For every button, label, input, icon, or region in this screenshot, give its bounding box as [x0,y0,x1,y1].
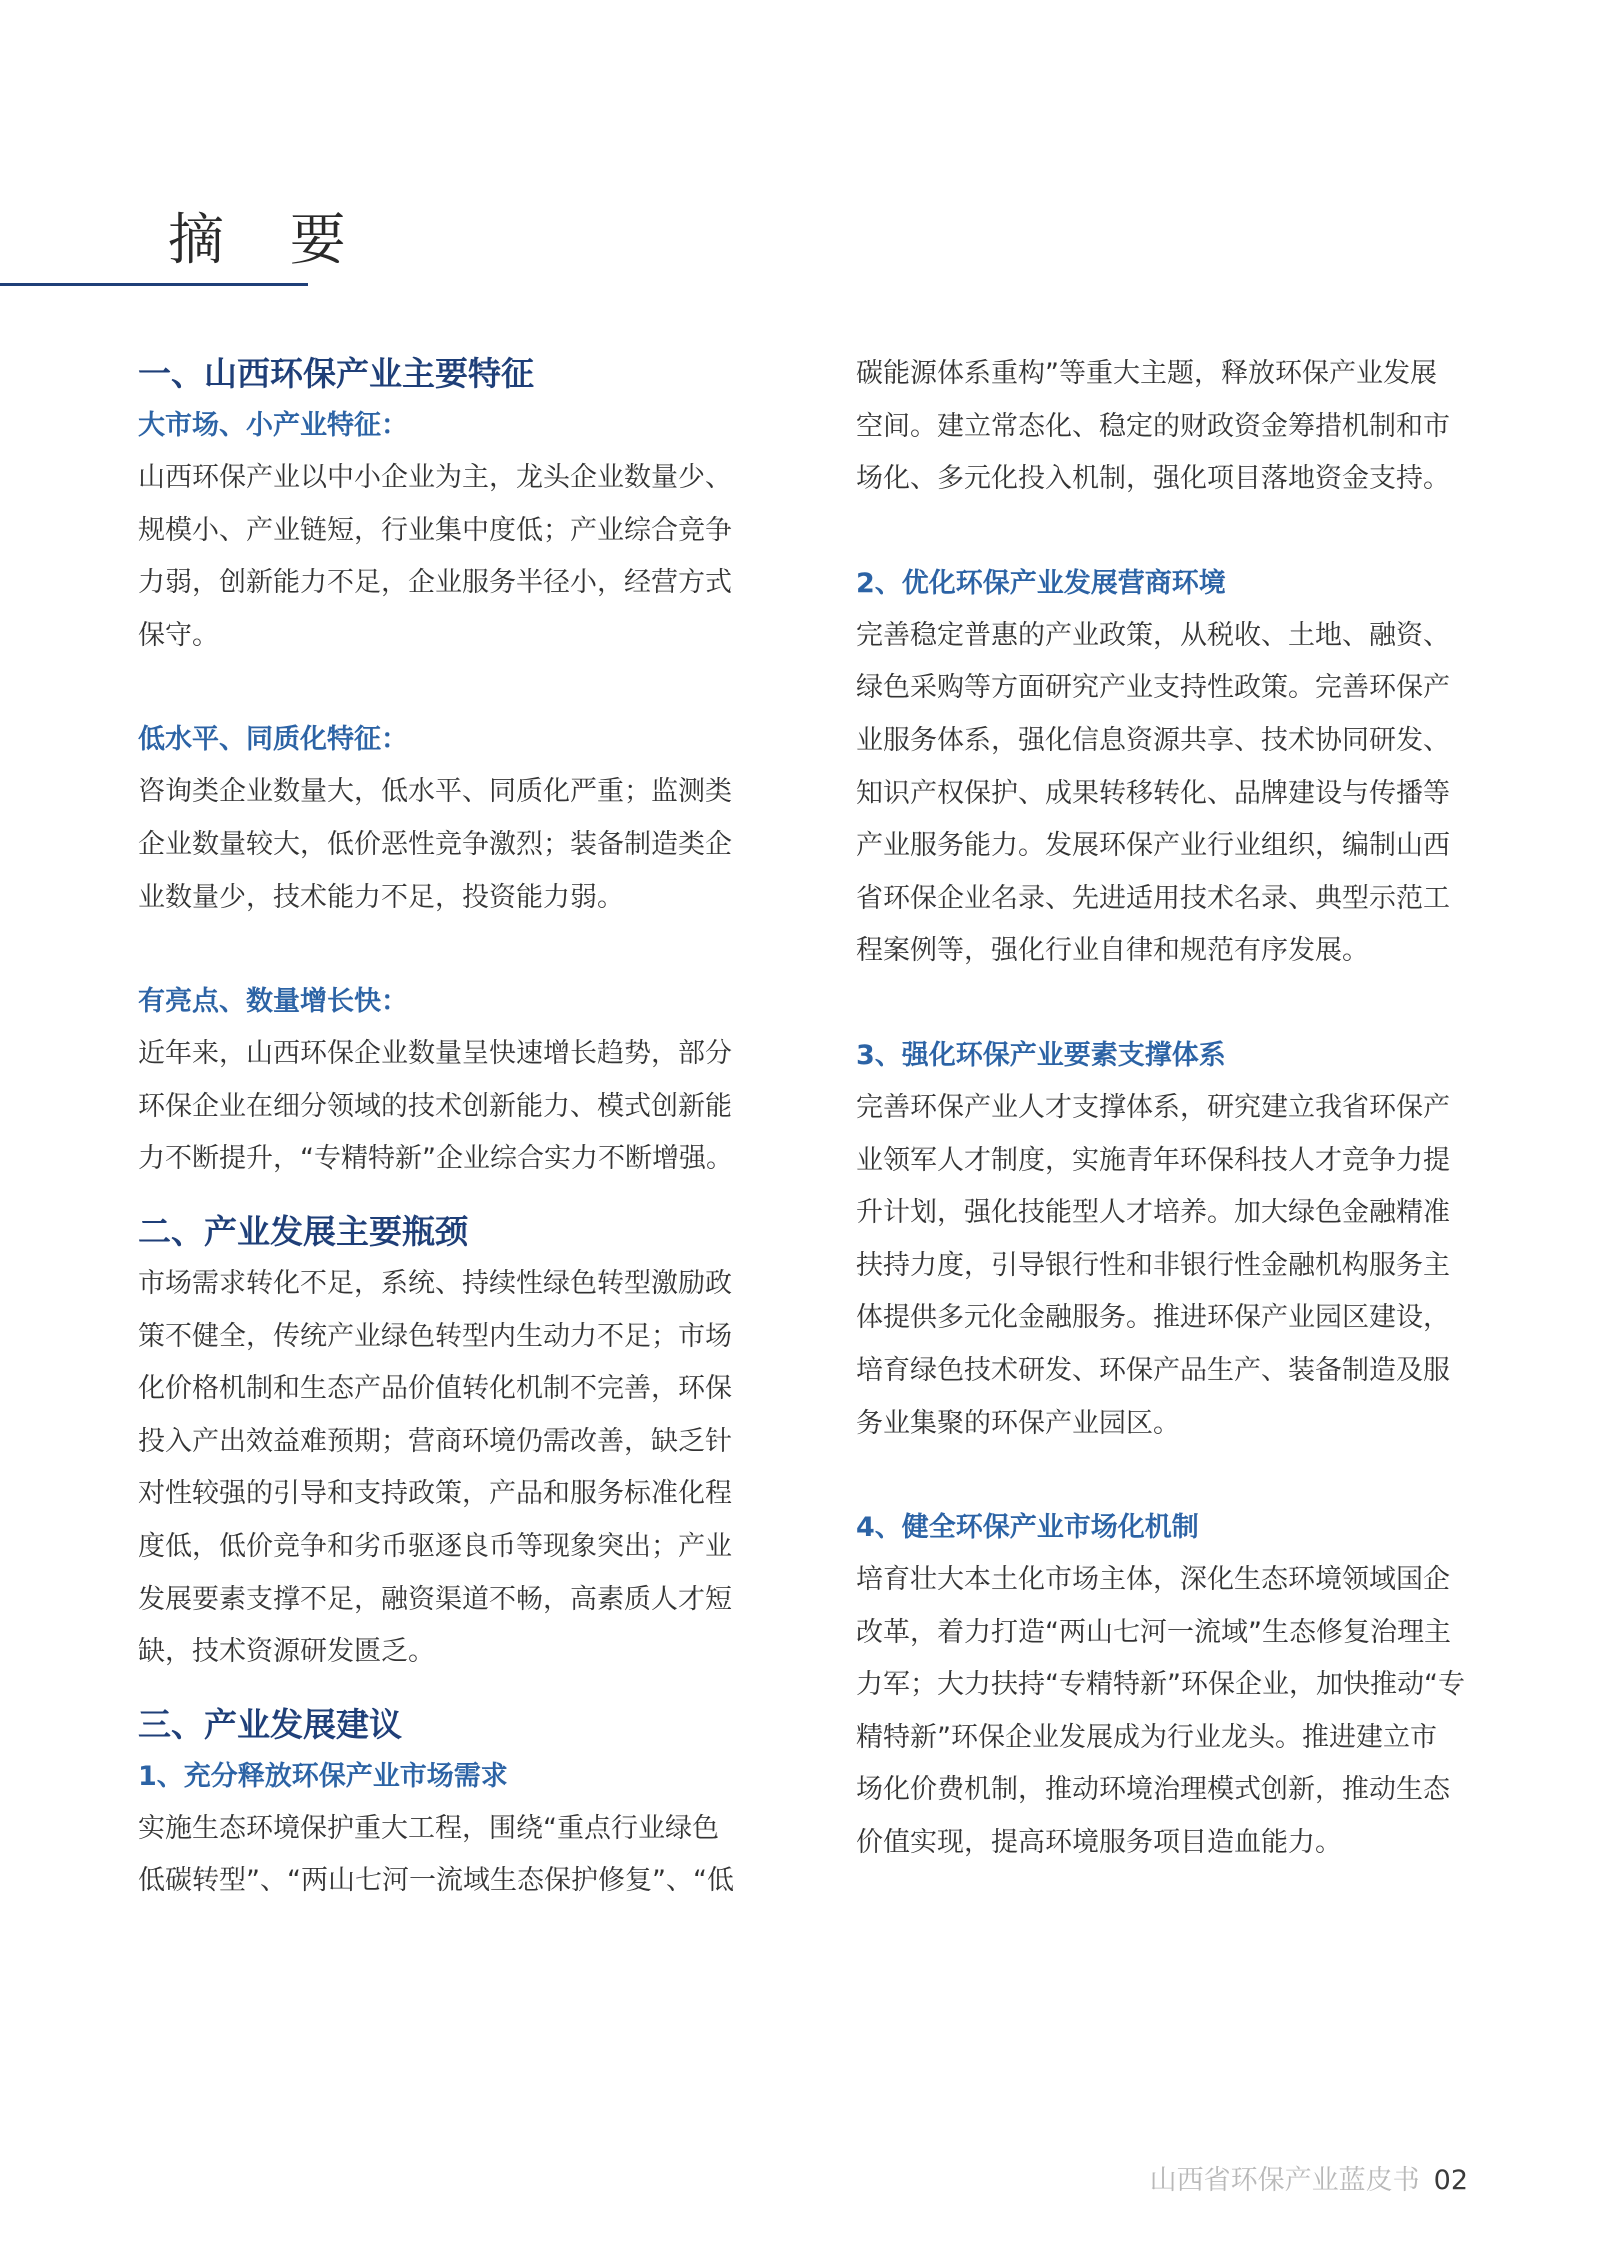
text-line: 缺，技术资源研发匮乏。 [138,1636,435,1668]
text-line: 培育壮大本土化市场主体，深化生态环境领域国企 [856,1564,1450,1596]
text-line: 业领军人才制度，实施青年环保科技人才竞争力提 [856,1144,1450,1176]
text-line: 省环保企业名录、先进适用技术名录、典型示范工 [856,882,1450,914]
text-line: 业数量少，技术能力不足，投资能力弱。 [138,881,624,913]
subheading-big-market: 大市场、小产业特征： [138,410,408,441]
section-heading-bottlenecks: 二、产业发展主要瓶颈 [138,1211,468,1251]
text-line: 程案例等，强化行业自律和规范有序发展。 [856,935,1369,967]
section-heading-features: 一、山西环保产业主要特征 [138,354,534,393]
text-line: 场化价费机制，推动环境治理模式创新，推动生态 [856,1774,1450,1806]
text-line: 市场需求转化不足，系统、持续性绿色转型激励政 [138,1267,732,1299]
text-line: 对性较强的引导和支持政策，产品和服务标准化程 [138,1478,732,1510]
text-line: 碳能源体系重构”等重大主题，释放环保产业发展 [856,358,1437,389]
paragraph-big-market [138,452,788,662]
text-line: 培育绿色技术研发、环保产品生产、装备制造及服 [856,1354,1450,1386]
text-line: 山西环保产业以中小企业为主，龙头企业数量少、 [138,462,732,493]
text-line: 务业集聚的环保产业园区。 [856,1407,1180,1439]
text-line: 完善环保产业人才支撑体系，研究建立我省环保产 [856,1091,1450,1123]
paragraph-support-system [856,1082,1506,1450]
text-line: 发展要素支撑不足，融资渠道不畅，高素质人才短 [138,1583,732,1615]
subheading-market-mechanism: 4、健全环保产业市场化机制 [856,1512,1199,1544]
text-line: 咨询类企业数量大，低水平、同质化严重；监测类 [138,776,732,808]
subheading-business-environment: 2、优化环保产业发展营商环境 [856,567,1226,599]
paragraph-market-mechanism [856,1554,1506,1870]
text-line: 空间。建立常态化、稳定的财政资金筹措机制和市 [856,410,1450,442]
right-column [856,348,1506,1870]
text-line: 绿色采购等方面研究产业支持性政策。完善环保产 [856,672,1450,704]
title-underline [0,283,308,286]
text-line: 低碳转型”、“两山七河一流域生态保护修复”、“低 [138,1865,734,1897]
text-line: 升计划，强化技能型人才培养。加大绿色金融精准 [856,1197,1450,1229]
subheading-release-demand: 1、充分释放环保产业市场需求 [138,1760,508,1792]
text-line: 度低，低价竞争和劣币驱逐良币等现象突出；产业 [138,1530,732,1562]
text-line: 业服务体系，强化信息资源共享、技术协同研发、 [856,724,1450,756]
paragraph-highlights [138,1028,788,1186]
text-line: 产业服务能力。发展环保产业行业组织，编制山西 [856,830,1450,862]
text-line: 完善稳定普惠的产业政策，从税收、土地、融资、 [856,619,1450,651]
text-line: 改革，着力打造“两山七河一流域”生态修复治理主 [856,1616,1451,1648]
text-line: 知识产权保护、成果转移转化、品牌建设与传播等 [856,777,1450,809]
page-number: 02 [1433,2165,1468,2196]
section-heading-suggestions: 三、产业发展建议 [138,1704,402,1744]
text-line: 化价格机制和生态产品价值转化机制不完善，环保 [138,1373,732,1405]
subheading-support-system: 3、强化环保产业要素支撑体系 [856,1039,1226,1071]
text-line: 环保企业在细分领域的技术创新能力、模式创新能 [138,1090,732,1122]
left-column [138,348,788,1908]
text-line: 实施生态环境保护重大工程，围绕“重点行业绿色 [138,1812,719,1844]
text-line: 力军；大力扶持“专精特新”环保企业，加快推动“专 [856,1669,1465,1701]
subheading-highlights: 有亮点、数量增长快： [138,986,408,1018]
text-line: 场化、多元化投入机制，强化项目落地资金支持。 [856,463,1450,495]
book-title: 山西省环保产业蓝皮书 [1149,2165,1420,2196]
text-line: 价值实现，提高环境服务项目造血能力。 [856,1827,1342,1859]
text-line: 投入产出效益难预期；营商环境仍需改善，缺乏针 [138,1425,732,1457]
subheading-low-level: 低水平、同质化特征： [138,724,408,756]
paragraph-release-demand-cont [856,348,1506,506]
text-line: 保守。 [138,619,219,651]
page-title: 摘 要 [168,208,370,273]
text-line: 精特新”环保企业发展成为行业龙头。推进建立市 [856,1721,1437,1753]
text-line: 力不断提升，“专精特新”企业综合实力不断增强。 [138,1143,733,1175]
text-line: 近年来，山西环保企业数量呈快速增长趋势，部分 [138,1038,732,1070]
paragraph-low-level [138,766,788,924]
text-line: 企业数量较大，低价恶性竞争激烈；装备制造类企 [138,828,732,860]
text-line: 规模小、产业链短，行业集中度低；产业综合竞争 [138,514,732,546]
paragraph-bottlenecks [138,1258,788,1679]
text-line: 力弱，创新能力不足，企业服务半径小，经营方式 [138,567,732,599]
text-line: 扶持力度，引导银行性和非银行性金融机构服务主 [856,1249,1450,1281]
text-line: 体提供多元化金融服务。推进环保产业园区建设， [856,1302,1450,1334]
paragraph-business-environment [856,610,1506,978]
paragraph-release-demand [138,1803,788,1908]
text-line: 策不健全，传统产业绿色转型内生动力不足；市场 [138,1320,732,1352]
page-footer [1150,2158,1468,2197]
